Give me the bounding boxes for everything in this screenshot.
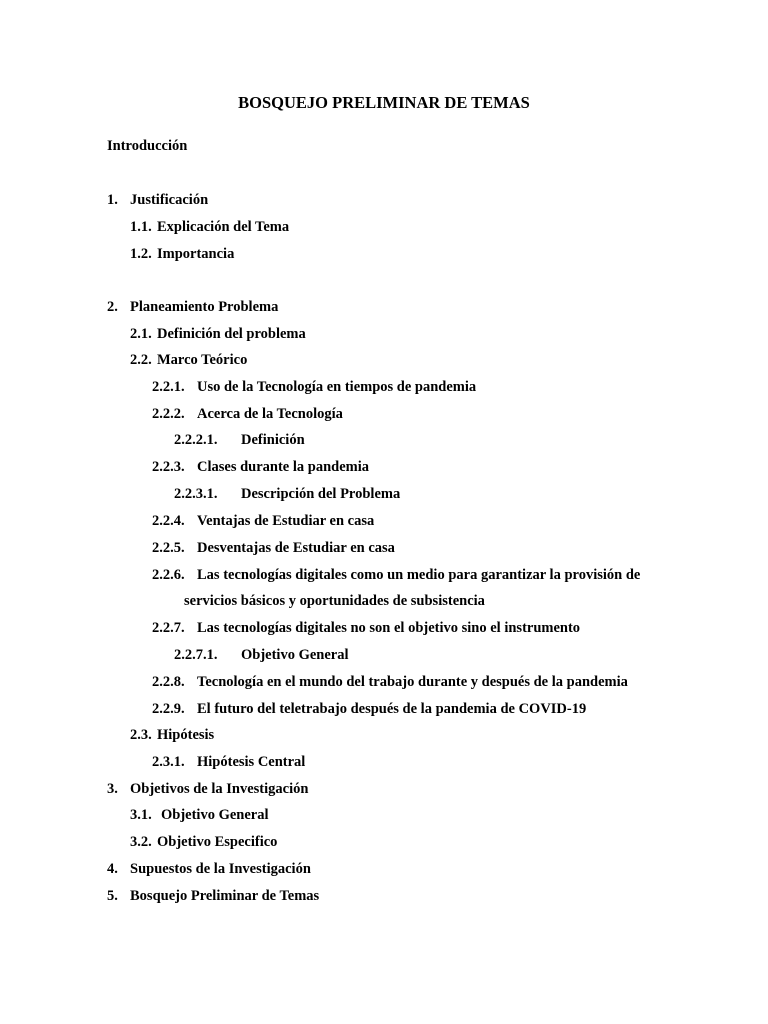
item-number: 2.3.1.: [152, 754, 185, 770]
item-number: 2.2.1.: [152, 379, 185, 395]
item-number: 2.1.: [130, 326, 152, 342]
item-number: 2.2.4.: [152, 513, 185, 529]
item-number: 2.: [107, 299, 118, 315]
item-number: 2.2.2.: [152, 406, 185, 422]
item-number: 1.2.: [130, 246, 152, 262]
item-number: 2.2.5.: [152, 540, 185, 556]
item-text: Explicación del Tema: [157, 219, 290, 235]
item-text: Definición del problema: [157, 326, 306, 342]
item-text: Planeamiento Problema: [130, 299, 279, 315]
intro-heading: Introducción: [107, 138, 188, 154]
item-number: 2.2.2.1.: [174, 432, 218, 448]
item-number: 1.: [107, 192, 118, 208]
item-text: Clases durante la pandemia: [197, 459, 370, 475]
item-number: 5.: [107, 888, 118, 904]
item-text: Acerca de la Tecnología: [197, 406, 343, 422]
item-number: 2.2.9.: [152, 701, 185, 717]
item-text: Objetivo General: [161, 807, 269, 823]
item-text: Justificación: [130, 192, 209, 208]
item-number: 3.2.: [130, 834, 152, 850]
outline-item-2-2-6-continuation: servicios básicos y oportunidades de subsistencia: [184, 593, 485, 609]
item-number: 2.2.: [130, 352, 152, 368]
item-text: Tecnología en el mundo del trabajo durante y después de la pandemia: [197, 674, 628, 690]
item-number: 4.: [107, 861, 118, 877]
item-text: Hipótesis Central: [197, 754, 306, 770]
item-text: Las tecnologías digitales como un medio para garantizar la provisión de: [197, 567, 641, 583]
item-text: El futuro del teletrabajo después de la pandemia de COVID-19: [197, 701, 587, 717]
item-number: 2.2.3.1.: [174, 486, 218, 502]
item-text: Objetivo General: [241, 647, 349, 663]
item-text: Definición: [241, 432, 305, 448]
item-text: Bosquejo Preliminar de Temas: [130, 888, 320, 904]
item-number: 2.2.7.: [152, 620, 185, 636]
item-number: 2.2.3.: [152, 459, 185, 475]
item-text: Ventajas de Estudiar en casa: [197, 513, 375, 529]
item-number: 1.1.: [130, 219, 152, 235]
item-number: 3.: [107, 781, 118, 797]
item-number: 3.1.: [130, 807, 152, 823]
item-number: 2.2.6.: [152, 567, 185, 583]
item-number: 2.3.: [130, 727, 152, 743]
item-text: Uso de la Tecnología en tiempos de pandemia: [197, 379, 477, 395]
item-text: Objetivo Especifico: [157, 834, 278, 850]
item-text: Desventajas de Estudiar en casa: [197, 540, 395, 556]
item-text: Descripción del Problema: [241, 486, 401, 502]
document-title: BOSQUEJO PRELIMINAR DE TEMAS: [238, 93, 530, 112]
item-text: Hipótesis: [157, 727, 215, 743]
item-text: Las tecnologías digitales no son el objetivo sino el instrumento: [197, 620, 581, 636]
item-text: Supuestos de la Investigación: [130, 861, 311, 877]
item-text: Importancia: [157, 246, 235, 262]
item-number: 2.2.7.1.: [174, 647, 218, 663]
item-number: 2.2.8.: [152, 674, 185, 690]
item-text: Objetivos de la Investigación: [130, 781, 309, 797]
item-text: Marco Teórico: [157, 352, 248, 368]
